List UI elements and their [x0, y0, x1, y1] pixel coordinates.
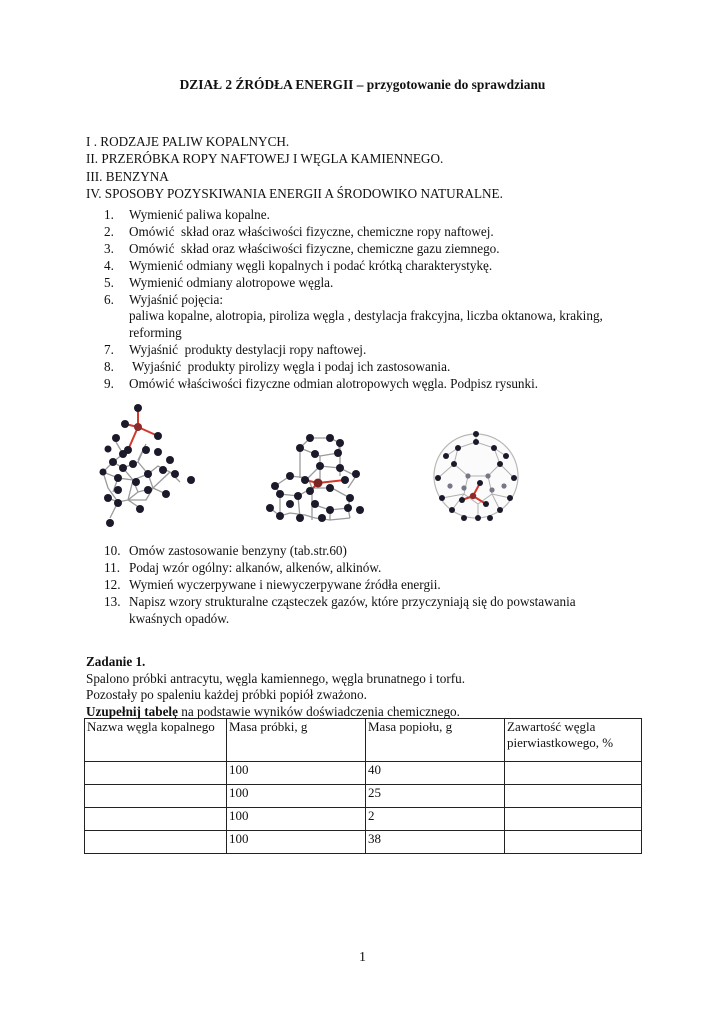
table-row: [85, 762, 642, 785]
table-cell: 100: [227, 762, 366, 785]
question-item: kwaśnych opadów.: [129, 610, 230, 626]
table-cell: 100: [227, 831, 366, 854]
results-table: [84, 718, 642, 854]
header-cell: Zawartość węgla pierwiastkowego, %: [505, 719, 642, 762]
task-instruction-bold: Uzupełnij tabelę: [86, 703, 178, 719]
question-item: 11. Podaj wzór ogólny: alkanów, alkenów, alkinów.: [104, 559, 382, 575]
question-item: 7. Wyjaśnić produkty destylacji ropy naftowej.: [104, 342, 367, 358]
question-item: reforming: [129, 325, 182, 341]
task-instruction: na podstawie wyników doświadczenia chemicznego.: [177, 703, 460, 719]
table-header-row: [85, 719, 642, 762]
question-item: 6. Wyjaśnić pojęcia:: [104, 291, 224, 307]
diamond-structure-figure: [88, 392, 198, 532]
task-block: [86, 654, 465, 720]
section-item: I . RODZAJE PALIW KOPALNYCH.: [86, 134, 290, 149]
table-cell: 40: [366, 762, 505, 785]
table-cell: [85, 762, 227, 785]
section-item: II. PRZERÓBKA ROPY NAFTOWEJ I WĘGLA KAMIENNEGO.: [86, 151, 444, 167]
question-list-b: [104, 543, 576, 628]
question-item: 12. Wymień wyczerpywane i niewyczerpywane źródła energii.: [104, 576, 441, 592]
task-heading: Zadanie 1.: [86, 654, 146, 669]
section-item: IV. SPOSOBY POZYSKIWANIA ENERGII A ŚRODOWIKO NATURALNE.: [86, 186, 503, 202]
task-line: Pozostały po spaleniu każdej próbki popiół zważono.: [86, 687, 367, 703]
question-item: 2. Omówić skład oraz właściwości fizyczne, chemiczne ropy naftowej.: [104, 223, 494, 239]
page-title: DZIAŁ 2 ŹRÓDŁA ENERGII – przygotowanie do sprawdzianu: [179, 77, 546, 92]
table-cell: [85, 808, 227, 831]
question-item: 5. Wymienić odmiany alotropowe węgla.: [104, 274, 334, 290]
question-list-a: [104, 207, 603, 393]
table-cell: [505, 785, 642, 808]
table-cell: [505, 808, 642, 831]
header-cell: Masa próbki, g: [227, 719, 366, 762]
question-item: 1. Wymienić paliwa kopalne.: [104, 207, 270, 222]
table-cell: 2: [366, 808, 505, 831]
table-cell: 25: [366, 785, 505, 808]
table-cell: [505, 762, 642, 785]
task-line: Spalono próbki antracytu, węgla kamiennego, węgla brunatnego i torfu.: [86, 670, 466, 686]
table-cell: 38: [366, 831, 505, 854]
question-item: paliwa kopalne, alotropia, piroliza węgla , destylacja frakcyjna, liczba oktanowa, kraking,: [129, 308, 603, 324]
table-cell: 100: [227, 785, 366, 808]
header-cell: Nazwa węgla kopalnego: [85, 719, 227, 762]
question-item: 9. Omówić właściwości fizyczne odmian alotropowych węgla. Podpisz rysunki.: [104, 376, 539, 392]
question-item: 4. Wymienić odmiany węgli kopalnych i podać krótką charakterystykę.: [104, 257, 493, 273]
table-row: [85, 831, 642, 854]
header-cell: Masa popiołu, g: [366, 719, 505, 762]
question-item: 10. Omów zastosowanie benzyny (tab.str.60): [104, 543, 347, 558]
table-row: [85, 785, 642, 808]
section-item: III. BENZYNA: [86, 168, 169, 184]
table-cell: [85, 831, 227, 854]
section-list: [86, 133, 503, 203]
page-number: 1: [359, 950, 366, 965]
table-cell: [505, 831, 642, 854]
table-cell: 100: [227, 808, 366, 831]
fullerene-structure-figure: [428, 428, 528, 528]
question-item: 8. Wyjaśnić produkty pirolizy węgla i podaj ich zastosowania.: [104, 359, 451, 375]
graphite-structure-figure: [260, 418, 370, 523]
question-item: 3. Omówić skład oraz właściwości fizyczne, chemiczne gazu ziemnego.: [104, 240, 500, 256]
question-item: 13. Napisz wzory strukturalne cząsteczek gazów, które przyczyniają się do powstawania: [104, 593, 576, 609]
table-cell: [85, 785, 227, 808]
table-row: [85, 808, 642, 831]
